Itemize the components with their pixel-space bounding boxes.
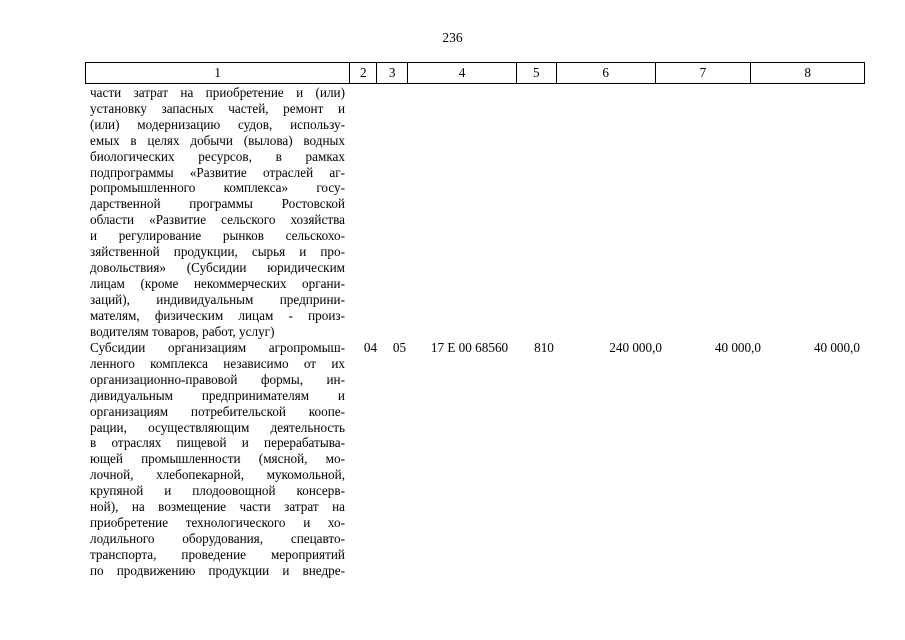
column-header-3: 3: [377, 63, 408, 83]
column-header-1: 1: [86, 63, 350, 83]
row2-line: ленного комплекса независимо от их: [90, 355, 345, 371]
row1-line: области «Развитие сельского хозяйства: [90, 212, 345, 228]
row2-line: лочной, хлебопекарной, мукомольной,: [90, 467, 345, 483]
row2-podrazdel: 05: [392, 340, 407, 355]
row2-expense-type: 810: [534, 340, 554, 355]
row1-description: [90, 85, 345, 340]
row2-line: ющей промышленности (мясной, мо-: [90, 451, 345, 467]
column-header-6: 6: [557, 63, 656, 83]
row2-line: крупяной и плодоовощной консерв-: [90, 483, 345, 499]
row2-line: лодильного оборудования, спецавто-: [90, 530, 345, 546]
row2-line: дивидуальным предпринимателям и: [90, 387, 345, 403]
column-header-2: 2: [350, 63, 377, 83]
row1-line: и регулирование рынков сельскохо-: [90, 228, 345, 244]
row2-line: в отраслях пищевой и перерабатыва-: [90, 435, 345, 451]
column-header-7: 7: [656, 63, 752, 83]
row1-line: мателям, физическим лицам - произ-: [90, 307, 345, 323]
row1-line: части затрат на приобретение и (или): [90, 85, 345, 100]
column-header-8: 8: [804, 65, 811, 80]
row2-line: рации, осуществляющим деятельность: [90, 419, 345, 435]
page-number: 236: [442, 30, 463, 45]
row2-sum-col6: 240 000,0: [609, 340, 662, 355]
row2-line: ной), на возмещение части затрат на: [90, 499, 345, 515]
row1-line: зяйственной продукции, сырья и про-: [90, 244, 345, 260]
row2-description: [90, 340, 345, 579]
row2-line: организациям потребительской коопе-: [90, 403, 345, 419]
row2-line: Субсидии организациям агропромыш-: [90, 340, 345, 355]
column-header-5: 5: [517, 63, 557, 83]
row1-line: биологических ресурсов, в рамках: [90, 148, 345, 164]
row1-line: подпрограммы «Развитие отраслей аг-: [90, 164, 345, 180]
row2-razdel: 04: [363, 340, 378, 355]
row1-line: дарственной программы Ростовской: [90, 196, 345, 212]
row1-line: установку запасных частей, ремонт и: [90, 100, 345, 116]
row1-line: водителям товаров, работ, услуг): [90, 323, 275, 339]
row2-line: по продвижению продукции и внедре-: [90, 562, 345, 578]
column-header-4: 4: [408, 63, 517, 83]
table-header-row: [85, 62, 865, 84]
row1-line: (или) модернизацию судов, использу-: [90, 116, 345, 132]
row2-line: организационно-правовой формы, ин-: [90, 371, 345, 387]
row1-line: заций), индивидуальным предприни-: [90, 291, 345, 307]
row2-line: приобретение технологического и хо-: [90, 514, 345, 530]
row2-line: транспорта, проведение мероприятий: [90, 546, 345, 562]
row1-line: ропромышленного комплекса» госу-: [90, 180, 345, 196]
row2-sum-col8: 40 000,0: [813, 340, 860, 355]
row1-line: довольствия» (Субсидии юридическим: [90, 259, 345, 275]
row2-target-article: 17 Е 00 68560: [430, 340, 509, 355]
row1-line: емых в целях добычи (вылова) водных: [90, 132, 345, 148]
row2-sum-col7: 40 000,0: [714, 340, 761, 355]
row1-line: лицам (кроме некоммерческих органи-: [90, 275, 345, 291]
